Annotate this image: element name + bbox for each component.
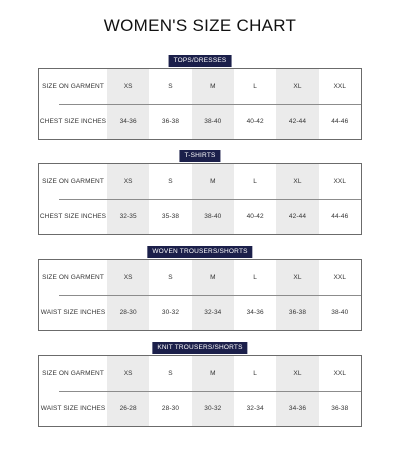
row-divider <box>59 391 361 392</box>
measure-cell: 34-36 <box>246 309 264 316</box>
measure-cell: 28-30 <box>161 405 180 412</box>
size-cell: XS <box>123 178 133 185</box>
size-cell: XS <box>123 370 133 377</box>
size-cell: S <box>168 274 173 281</box>
row-label-measure: WAIST SIZE INCHES <box>40 405 106 412</box>
size-cell: M <box>210 83 216 90</box>
page-title: WOMEN'S SIZE CHART <box>103 16 297 35</box>
measure-cell: 36-38 <box>288 309 307 316</box>
section-tag: KNIT TROUSERS/SHORTS <box>152 342 247 354</box>
measure-cell: 32-34 <box>204 309 222 316</box>
measure-cell: 28-30 <box>119 309 137 316</box>
size-cell: M <box>210 274 216 281</box>
section-tag: T-SHIRTS <box>179 150 220 162</box>
size-cell: M <box>210 370 216 377</box>
size-cell: XL <box>293 83 302 90</box>
size-cell: L <box>253 83 257 90</box>
row-label-size: SIZE ON GARMENT <box>42 274 104 281</box>
measure-cell: 42-44 <box>288 213 307 220</box>
measure-cell: 38-40 <box>204 118 222 125</box>
size-cell: XL <box>293 274 302 281</box>
measure-cell: 30-32 <box>204 405 222 412</box>
row-label-size: SIZE ON GARMENT <box>42 178 104 185</box>
measure-cell: 36-38 <box>331 405 349 412</box>
measure-cell: 34-36 <box>119 118 137 125</box>
measure-cell: 34-36 <box>288 405 307 412</box>
size-cell: XXL <box>333 178 347 185</box>
size-table-box <box>38 68 362 140</box>
size-cell: M <box>210 178 216 185</box>
measure-cell: 42-44 <box>288 118 307 125</box>
measure-cell: 35-38 <box>161 213 180 220</box>
row-label-size: SIZE ON GARMENT <box>42 370 104 377</box>
measure-cell: 40-42 <box>246 213 264 220</box>
row-label-size: SIZE ON GARMENT <box>42 83 104 90</box>
size-cell: XXL <box>333 370 347 377</box>
section-tag: TOPS/DRESSES <box>169 55 232 67</box>
measure-cell: 32-35 <box>119 213 137 220</box>
size-cell: XXL <box>333 274 347 281</box>
measure-cell: 26-28 <box>119 405 137 412</box>
size-cell: S <box>168 83 173 90</box>
measure-cell: 44-46 <box>331 118 349 125</box>
row-label-measure: CHEST SIZE INCHES <box>39 213 107 220</box>
size-cell: XXL <box>333 83 347 90</box>
size-cell: XS <box>123 83 133 90</box>
size-cell: XS <box>123 274 133 281</box>
size-cell: L <box>253 274 257 281</box>
measure-cell: 32-34 <box>246 405 264 412</box>
measure-cell: 36-38 <box>161 118 180 125</box>
measure-cell: 38-40 <box>204 213 222 220</box>
size-table-box <box>38 355 362 427</box>
size-cell: L <box>253 178 257 185</box>
section-tag: WOVEN TROUSERS/SHORTS <box>147 246 252 258</box>
size-cell: L <box>253 370 257 377</box>
measure-cell: 44-46 <box>331 213 349 220</box>
size-cell: XL <box>293 370 302 377</box>
size-table-box <box>38 163 362 235</box>
row-divider <box>59 104 361 105</box>
measure-cell: 30-32 <box>161 309 180 316</box>
size-table-box <box>38 259 362 331</box>
measure-cell: 40-42 <box>246 118 264 125</box>
size-cell: S <box>168 370 173 377</box>
size-cell: S <box>168 178 173 185</box>
row-divider <box>59 295 361 296</box>
row-label-measure: CHEST SIZE INCHES <box>39 118 107 125</box>
size-cell: XL <box>293 178 302 185</box>
measure-cell: 38-40 <box>331 309 349 316</box>
row-label-measure: WAIST SIZE INCHES <box>40 309 106 316</box>
row-divider <box>59 199 361 200</box>
